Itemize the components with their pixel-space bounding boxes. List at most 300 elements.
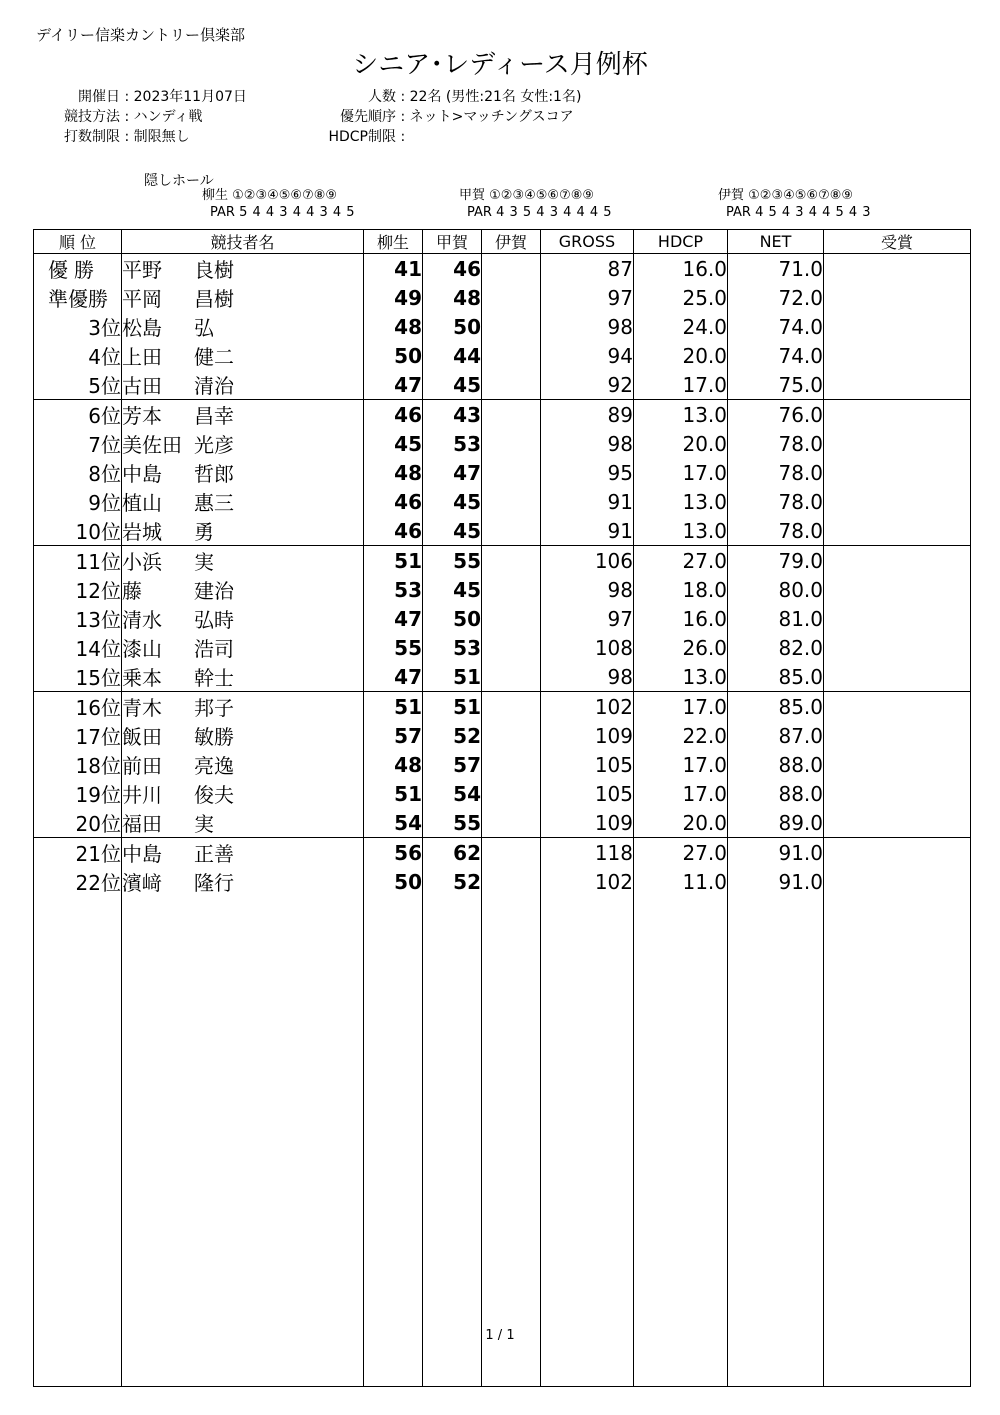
player-surname: 古田: [122, 374, 162, 398]
name-cell: [122, 312, 364, 341]
score-koka: 57: [423, 750, 482, 779]
award-cell: [824, 516, 971, 546]
award-cell: [824, 400, 971, 430]
priority-value: ネット>マッチングスコア: [409, 109, 574, 125]
score-iga: [482, 633, 541, 662]
score-yagyu: 46: [364, 487, 423, 516]
header-award: 受賞: [824, 230, 971, 254]
hdcp-cell: 25.0: [634, 283, 728, 312]
hdcp-cell: 13.0: [634, 400, 728, 430]
net-cell: 72.0: [728, 283, 824, 312]
par-label: PAR: [210, 205, 235, 220]
table-row: [34, 370, 971, 400]
info-stroke-limit: 打数制限 : 制限無し: [48, 126, 190, 146]
player-given-name: 清治: [194, 374, 234, 398]
score-iga: [482, 487, 541, 516]
score-yagyu: 47: [364, 662, 423, 692]
course-holes: ①②③④⑤⑥⑦⑧⑨: [232, 188, 338, 203]
header-name: 競技者名: [122, 230, 364, 254]
rank-cell: 17位: [34, 721, 122, 750]
player-surname: 美佐田: [122, 433, 182, 457]
player-surname: 清水: [122, 608, 162, 632]
name-cell: [122, 692, 364, 722]
player-surname: 中島: [122, 842, 162, 866]
gross-cell: 89: [541, 400, 634, 430]
table-row: [34, 400, 971, 430]
score-iga: [482, 808, 541, 838]
player-surname: 小浜: [122, 550, 162, 574]
gross-cell: 87: [541, 254, 634, 284]
rank-cell: 13位: [34, 604, 122, 633]
rank-cell: 19位: [34, 779, 122, 808]
award-cell: [824, 692, 971, 722]
header-course-yagyu: 柳生: [364, 230, 423, 254]
hdcp-cell: 13.0: [634, 516, 728, 546]
award-cell: [824, 721, 971, 750]
table-row: [34, 808, 971, 838]
hdcp-cell: 11.0: [634, 867, 728, 896]
player-surname: 岩城: [122, 520, 162, 544]
net-cell: 74.0: [728, 312, 824, 341]
table-header-row: [34, 230, 971, 254]
stroke-limit-label: 打数制限: [64, 129, 120, 145]
stroke-limit-value: 制限無し: [133, 129, 190, 145]
table-row: [34, 546, 971, 576]
rank-cell: 12位: [34, 575, 122, 604]
gross-cell: 105: [541, 750, 634, 779]
score-koka: 54: [423, 779, 482, 808]
count-label: 人数: [368, 89, 396, 105]
info-method: 競技方法 : ハンディ戦: [48, 106, 203, 126]
name-cell: [122, 867, 364, 896]
course-name: 甲賀: [459, 188, 486, 203]
table-row: [34, 429, 971, 458]
score-koka: 44: [423, 341, 482, 370]
score-koka: 50: [423, 312, 482, 341]
score-yagyu: 54: [364, 808, 423, 838]
name-cell: [122, 662, 364, 692]
net-cell: 88.0: [728, 750, 824, 779]
score-iga: [482, 604, 541, 633]
net-cell: 89.0: [728, 808, 824, 838]
method-label: 競技方法: [64, 109, 120, 125]
gross-cell: 98: [541, 429, 634, 458]
net-cell: 74.0: [728, 341, 824, 370]
score-koka: 50: [423, 604, 482, 633]
award-cell: [824, 546, 971, 576]
rank-cell: 9位: [34, 487, 122, 516]
net-cell: 91.0: [728, 838, 824, 868]
award-cell: [824, 633, 971, 662]
table-row: [34, 779, 971, 808]
score-iga: [482, 254, 541, 284]
page-number: 1 / 1: [485, 1328, 515, 1343]
hdcp-cell: 17.0: [634, 370, 728, 400]
name-cell: [122, 750, 364, 779]
player-surname: 濱﨑: [122, 871, 162, 895]
name-cell: [122, 575, 364, 604]
net-cell: 85.0: [728, 692, 824, 722]
info-priority: 優先順序 : ネット>マッチングスコア: [300, 106, 574, 126]
score-yagyu: 47: [364, 370, 423, 400]
player-surname: 福田: [122, 812, 162, 836]
score-koka: 52: [423, 867, 482, 896]
table-row: [34, 692, 971, 722]
rank-cell: 18位: [34, 750, 122, 779]
score-iga: [482, 312, 541, 341]
empty-cell: [423, 896, 482, 1387]
score-yagyu: 51: [364, 546, 423, 576]
player-surname: 植山: [122, 491, 162, 515]
net-cell: 87.0: [728, 721, 824, 750]
net-cell: 79.0: [728, 546, 824, 576]
course-name: 伊賀: [718, 188, 745, 203]
hdcp-cell: 20.0: [634, 341, 728, 370]
player-surname: 飯田: [122, 725, 162, 749]
score-iga: [482, 838, 541, 868]
empty-cell: [34, 896, 122, 1387]
name-cell: [122, 341, 364, 370]
net-cell: 82.0: [728, 633, 824, 662]
hdcp-cell: 13.0: [634, 662, 728, 692]
player-given-name: 昌樹: [194, 287, 234, 311]
score-yagyu: 57: [364, 721, 423, 750]
player-given-name: 建治: [194, 579, 234, 603]
name-cell: [122, 370, 364, 400]
rank-cell: 21位: [34, 838, 122, 868]
score-yagyu: 51: [364, 692, 423, 722]
score-iga: [482, 400, 541, 430]
table-row: [34, 254, 971, 284]
table-row: [34, 662, 971, 692]
player-given-name: 敏勝: [194, 725, 234, 749]
net-cell: 78.0: [728, 458, 824, 487]
gross-cell: 102: [541, 692, 634, 722]
score-yagyu: 46: [364, 400, 423, 430]
table-row: [34, 750, 971, 779]
net-cell: 78.0: [728, 487, 824, 516]
gross-cell: 98: [541, 312, 634, 341]
rank-cell: 3位: [34, 312, 122, 341]
gross-cell: 95: [541, 458, 634, 487]
player-given-name: 光彦: [194, 433, 234, 457]
player-given-name: 勇: [194, 520, 214, 544]
table-row: [34, 575, 971, 604]
gross-cell: 105: [541, 779, 634, 808]
par-label: PAR: [467, 205, 492, 220]
table-row: [34, 721, 971, 750]
player-given-name: 昌幸: [194, 404, 234, 428]
net-cell: 81.0: [728, 604, 824, 633]
gross-cell: 109: [541, 721, 634, 750]
net-cell: 76.0: [728, 400, 824, 430]
hdcp-cell: 18.0: [634, 575, 728, 604]
gross-cell: 91: [541, 516, 634, 546]
table-row: [34, 312, 971, 341]
award-cell: [824, 604, 971, 633]
header-course-iga: 伊賀: [482, 230, 541, 254]
table-row: [34, 458, 971, 487]
player-surname: 青木: [122, 696, 162, 720]
club-name: デイリー信楽カントリー倶楽部: [36, 26, 245, 44]
score-iga: [482, 779, 541, 808]
score-koka: 45: [423, 516, 482, 546]
score-koka: 53: [423, 429, 482, 458]
hdcp-cell: 24.0: [634, 312, 728, 341]
score-koka: 51: [423, 692, 482, 722]
score-koka: 48: [423, 283, 482, 312]
rank-cell: 14位: [34, 633, 122, 662]
gross-cell: 92: [541, 370, 634, 400]
count-value: 22名 (男性:21名 女性:1名): [409, 89, 582, 105]
score-koka: 52: [423, 721, 482, 750]
course-pars: 4 3 5 4 3 4 4 4 5: [496, 205, 613, 220]
name-cell: [122, 400, 364, 430]
award-cell: [824, 312, 971, 341]
table-row: [34, 604, 971, 633]
award-cell: [824, 283, 971, 312]
empty-cell: [541, 896, 634, 1387]
player-surname: 乗本: [122, 666, 162, 690]
rank-cell: 4位: [34, 341, 122, 370]
net-cell: 75.0: [728, 370, 824, 400]
header-course-koka: 甲賀: [423, 230, 482, 254]
score-koka: 51: [423, 662, 482, 692]
score-iga: [482, 546, 541, 576]
hdcp-cell: 27.0: [634, 838, 728, 868]
score-koka: 62: [423, 838, 482, 868]
hdcp-cell: 17.0: [634, 692, 728, 722]
empty-cell: [122, 896, 364, 1387]
player-surname: 前田: [122, 754, 162, 778]
player-surname: 平野: [122, 258, 162, 282]
player-surname: 平岡: [122, 287, 162, 311]
header-gross: GROSS: [541, 230, 634, 254]
award-cell: [824, 370, 971, 400]
rank-cell: 16位: [34, 692, 122, 722]
page-title: シニア･レディース月例杯: [352, 50, 648, 80]
gross-cell: 102: [541, 867, 634, 896]
score-koka: 43: [423, 400, 482, 430]
score-iga: [482, 692, 541, 722]
name-cell: [122, 779, 364, 808]
name-cell: [122, 808, 364, 838]
score-koka: 55: [423, 546, 482, 576]
empty-cell: [364, 896, 423, 1387]
player-surname: 芳本: [122, 404, 162, 428]
player-given-name: 亮逸: [194, 754, 234, 778]
gross-cell: 91: [541, 487, 634, 516]
award-cell: [824, 341, 971, 370]
player-given-name: 俊夫: [194, 783, 234, 807]
score-iga: [482, 575, 541, 604]
results-table: [33, 229, 971, 1387]
score-yagyu: 41: [364, 254, 423, 284]
rank-cell: 22位: [34, 867, 122, 896]
score-yagyu: 53: [364, 575, 423, 604]
score-koka: 47: [423, 458, 482, 487]
player-given-name: 弘時: [194, 608, 234, 632]
name-cell: [122, 458, 364, 487]
gross-cell: 98: [541, 662, 634, 692]
score-iga: [482, 429, 541, 458]
course-koka: [459, 187, 612, 221]
header-net: NET: [728, 230, 824, 254]
priority-label: 優先順序: [340, 109, 396, 125]
rank-cell: 6位: [34, 400, 122, 430]
score-koka: 45: [423, 487, 482, 516]
gross-cell: 97: [541, 283, 634, 312]
net-cell: 78.0: [728, 516, 824, 546]
hdcp-cell: 16.0: [634, 254, 728, 284]
net-cell: 91.0: [728, 867, 824, 896]
name-cell: [122, 838, 364, 868]
rank-cell: 8位: [34, 458, 122, 487]
empty-cell: [824, 896, 971, 1387]
table-row: [34, 283, 971, 312]
score-yagyu: 50: [364, 341, 423, 370]
course-pars: 4 5 4 3 4 4 5 4 3: [755, 205, 872, 220]
player-given-name: 弘: [194, 316, 214, 340]
table-body: [34, 254, 971, 1387]
empty-cell: [634, 896, 728, 1387]
gross-cell: 106: [541, 546, 634, 576]
info-hdcp-limit: HDCP制限 :: [300, 126, 405, 146]
name-cell: [122, 633, 364, 662]
hdcp-cell: 27.0: [634, 546, 728, 576]
score-yagyu: 48: [364, 750, 423, 779]
course-name: 柳生: [202, 188, 229, 203]
player-given-name: 邦子: [194, 696, 234, 720]
name-cell: [122, 604, 364, 633]
player-surname: 松島: [122, 316, 162, 340]
rank-cell: 15位: [34, 662, 122, 692]
award-cell: [824, 429, 971, 458]
name-cell: [122, 429, 364, 458]
award-cell: [824, 750, 971, 779]
player-given-name: 実: [194, 812, 214, 836]
score-yagyu: 48: [364, 312, 423, 341]
player-given-name: 正善: [194, 842, 234, 866]
award-cell: [824, 254, 971, 284]
award-cell: [824, 808, 971, 838]
player-given-name: 健二: [194, 345, 234, 369]
rank-cell: 7位: [34, 429, 122, 458]
table-filler-row: [34, 896, 971, 1387]
table-row: [34, 867, 971, 896]
hdcp-cell: 22.0: [634, 721, 728, 750]
header-hdcp: HDCP: [634, 230, 728, 254]
table-row: [34, 487, 971, 516]
rank-cell: 20位: [34, 808, 122, 838]
date-value: 2023年11月07日: [133, 89, 247, 105]
net-cell: 85.0: [728, 662, 824, 692]
score-yagyu: 48: [364, 458, 423, 487]
award-cell: [824, 458, 971, 487]
score-yagyu: 46: [364, 516, 423, 546]
rank-cell: 11位: [34, 546, 122, 576]
award-cell: [824, 487, 971, 516]
player-given-name: 隆行: [194, 871, 234, 895]
table-row: [34, 516, 971, 546]
empty-cell: [482, 896, 541, 1387]
date-label: 開催日: [78, 89, 120, 105]
info-date: 開催日 : 2023年11月07日: [48, 86, 247, 106]
gross-cell: 94: [541, 341, 634, 370]
score-iga: [482, 458, 541, 487]
info-count: 人数 : 22名 (男性:21名 女性:1名): [300, 86, 581, 106]
score-iga: [482, 516, 541, 546]
score-koka: 55: [423, 808, 482, 838]
player-given-name: 哲郎: [194, 462, 234, 486]
score-yagyu: 49: [364, 283, 423, 312]
empty-cell: [728, 896, 824, 1387]
award-cell: [824, 779, 971, 808]
table-row: [34, 633, 971, 662]
name-cell: [122, 487, 364, 516]
hdcp-cell: 26.0: [634, 633, 728, 662]
score-koka: 53: [423, 633, 482, 662]
award-cell: [824, 662, 971, 692]
score-yagyu: 55: [364, 633, 423, 662]
gross-cell: 98: [541, 575, 634, 604]
score-yagyu: 45: [364, 429, 423, 458]
score-iga: [482, 750, 541, 779]
award-cell: [824, 575, 971, 604]
score-yagyu: 51: [364, 779, 423, 808]
net-cell: 71.0: [728, 254, 824, 284]
hdcp-cell: 17.0: [634, 458, 728, 487]
score-iga: [482, 341, 541, 370]
par-label: PAR: [726, 205, 751, 220]
player-given-name: 浩司: [194, 637, 234, 661]
score-iga: [482, 721, 541, 750]
name-cell: [122, 254, 364, 284]
player-surname: 中島: [122, 462, 162, 486]
hdcp-cell: 20.0: [634, 429, 728, 458]
score-iga: [482, 867, 541, 896]
player-given-name: 惠三: [194, 491, 234, 515]
hdcp-cell: 13.0: [634, 487, 728, 516]
award-cell: [824, 867, 971, 896]
hdcp-cell: 20.0: [634, 808, 728, 838]
score-koka: 45: [423, 575, 482, 604]
player-given-name: 良樹: [194, 258, 234, 282]
gross-cell: 118: [541, 838, 634, 868]
gross-cell: 97: [541, 604, 634, 633]
rank-cell: 10位: [34, 516, 122, 546]
gross-cell: 108: [541, 633, 634, 662]
score-yagyu: 56: [364, 838, 423, 868]
score-yagyu: 50: [364, 867, 423, 896]
rank-cell: 優勝: [34, 254, 122, 284]
player-surname: 漆山: [122, 637, 162, 661]
net-cell: 88.0: [728, 779, 824, 808]
course-holes: ①②③④⑤⑥⑦⑧⑨: [748, 188, 854, 203]
course-yagyu: [202, 187, 355, 221]
method-value: ハンディ戦: [133, 109, 203, 125]
table-row: [34, 341, 971, 370]
hdcp-cell: 16.0: [634, 604, 728, 633]
name-cell: [122, 546, 364, 576]
name-cell: [122, 283, 364, 312]
rank-cell: 準優勝: [34, 283, 122, 312]
score-koka: 46: [423, 254, 482, 284]
gross-cell: 109: [541, 808, 634, 838]
score-koka: 45: [423, 370, 482, 400]
player-surname: 上田: [122, 345, 162, 369]
player-given-name: 実: [194, 550, 214, 574]
